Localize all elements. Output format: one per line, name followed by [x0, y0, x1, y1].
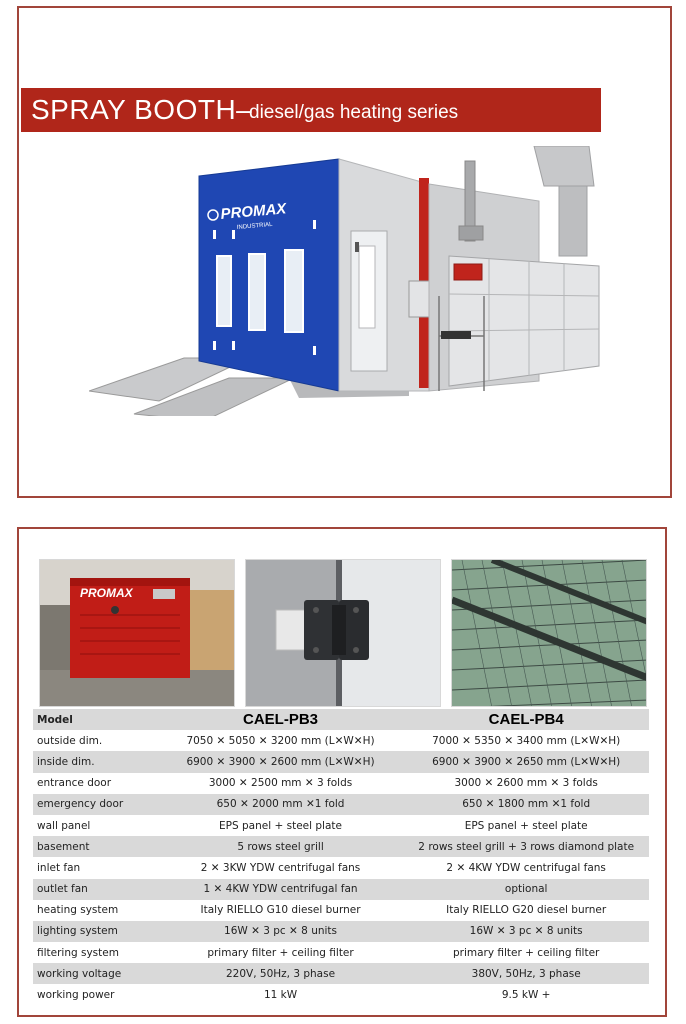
table-row — [33, 836, 649, 857]
table-row — [33, 751, 649, 772]
row-value-pb3: 11 kW — [263, 989, 298, 1002]
row-value-pb3: 16W ✕ 3 pc ✕ 8 units — [224, 925, 338, 938]
row-value-pb4: primary filter + ceiling filter — [452, 946, 600, 959]
specification-table — [33, 709, 649, 1006]
table-row — [33, 730, 649, 751]
row-label: entrance door — [37, 777, 112, 790]
table-row — [33, 942, 649, 963]
table-row — [33, 963, 649, 984]
table-header-row — [33, 709, 649, 730]
row-label: emergency door — [37, 798, 124, 811]
row-label: outside dim. — [37, 734, 103, 747]
header-model-pb4: CAEL-PB4 — [488, 711, 564, 729]
banner-title: SPRAY BOOTH– — [31, 94, 253, 125]
row-value-pb3: Italy RIELLO G10 diesel burner — [200, 904, 361, 917]
row-label: basement — [37, 840, 90, 853]
diesel-burner-photo — [39, 559, 235, 707]
banner-subtitle: diesel/gas heating series — [249, 102, 459, 123]
row-value-pb3: 3000 ✕ 2500 mm ✕ 3 folds — [208, 777, 353, 790]
burner-brand-logo: PROMAX — [80, 586, 133, 600]
row-label: wall panel — [37, 819, 91, 832]
table-row — [33, 773, 649, 794]
row-value-pb4: 2 ✕ 4KW YDW centrifugal fans — [446, 861, 606, 874]
row-value-pb4: EPS panel + steel plate — [464, 819, 588, 832]
row-label: inside dim. — [37, 755, 95, 768]
table-row — [33, 879, 649, 900]
row-value-pb4: 380V, 50Hz, 3 phase — [471, 967, 581, 980]
table-row — [33, 900, 649, 921]
row-value-pb4: 16W ✕ 3 pc ✕ 8 units — [469, 925, 583, 938]
table-row — [33, 857, 649, 878]
row-value-pb3: 650 ✕ 2000 mm ✕1 fold — [216, 798, 345, 811]
booth-brand-sub: INDUSTRIAL — [236, 221, 273, 231]
row-value-pb3: 220V, 50Hz, 3 phase — [226, 967, 336, 980]
booth-brand-logo: PROMAX — [219, 200, 287, 223]
row-label: outlet fan — [37, 883, 88, 896]
row-value-pb4: 9.5 kW + — [501, 989, 551, 1002]
row-label: working power — [37, 989, 115, 1002]
header-model-pb3: CAEL-PB3 — [243, 711, 319, 729]
row-value-pb4: 6900 ✕ 3900 ✕ 2650 mm (L✕W✕H) — [432, 755, 621, 768]
door-hinge-photo — [245, 559, 441, 707]
row-label: working voltage — [37, 967, 122, 980]
row-label: filtering system — [37, 946, 119, 959]
row-value-pb4: 3000 ✕ 2600 mm ✕ 3 folds — [454, 777, 598, 790]
row-value-pb3: primary filter + ceiling filter — [207, 946, 354, 959]
row-value-pb3: 5 rows steel grill — [237, 840, 324, 853]
row-value-pb4: 650 ✕ 1800 mm ✕1 fold — [462, 798, 591, 811]
row-value-pb3: 7050 ✕ 5050 ✕ 3200 mm (L✕W✕H) — [186, 734, 375, 747]
row-value-pb4: 7000 ✕ 5350 ✕ 3400 mm (L✕W✕H) — [432, 734, 621, 747]
row-value-pb4: 2 rows steel grill + 3 rows diamond plate — [418, 840, 635, 853]
row-value-pb3: EPS panel + steel plate — [219, 819, 342, 832]
table-row — [33, 921, 649, 942]
row-label: heating system — [37, 904, 119, 917]
specification-card — [17, 527, 667, 1017]
row-value-pb3: 1 ✕ 4KW YDW centrifugal fan — [203, 883, 358, 896]
table-row — [33, 984, 649, 1005]
steel-grill-photo — [451, 559, 647, 707]
row-label: lighting system — [37, 925, 118, 938]
row-value-pb4: optional — [504, 883, 548, 896]
row-value-pb3: 6900 ✕ 3900 ✕ 2600 mm (L✕W✕H) — [186, 755, 375, 768]
row-label: inlet fan — [37, 861, 81, 874]
spray-booth-image — [89, 146, 609, 416]
row-value-pb3: 2 ✕ 3KW YDW centrifugal fans — [200, 861, 361, 874]
header-label: Model — [37, 713, 73, 726]
product-hero-card — [17, 6, 672, 498]
table-row — [33, 815, 649, 836]
title-banner — [21, 88, 601, 132]
row-value-pb4: Italy RIELLO G20 diesel burner — [446, 904, 607, 917]
table-row — [33, 794, 649, 815]
